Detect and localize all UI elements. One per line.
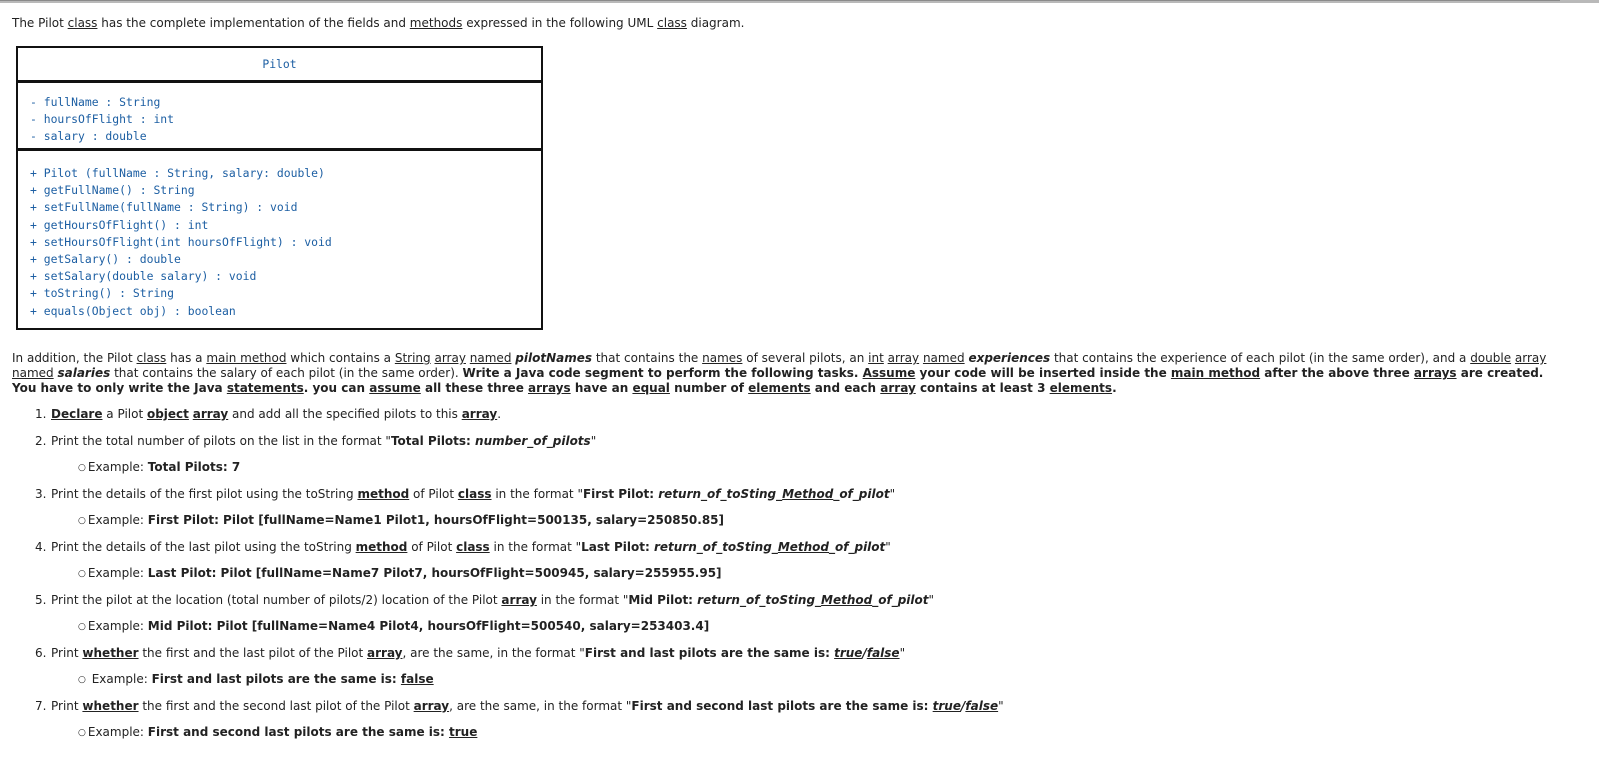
uml-class-name: Pilot	[18, 48, 541, 83]
task-item-6: 6. Print whether the first and the last pilot of the Pilot array, are the same, in the format "First and last pilots are the same is: true/false"	[35, 646, 906, 660]
uml-diagram	[16, 46, 543, 330]
task-item-5: 5. Print the pilot at the location (total number of pilots/2) location of the Pilot array in the format "Mid Pilot: return_of_toSting_Method_of_pilot"	[35, 593, 935, 607]
uml-methods	[18, 151, 541, 320]
uml-method: + setFullName(fullName : String) : void	[30, 200, 298, 215]
top-border-line	[0, 0, 1560, 1]
uml-field: - salary : double	[30, 129, 147, 144]
example-6: ○ Example: First and last pilots are the same is: false	[78, 672, 434, 686]
uml-method: + getSalary() : double	[30, 252, 181, 267]
task-item-7: 7. Print whether the first and the second last pilot of the Pilot array, are the same, in the format "First and second last pilots are the same is: true/false"	[35, 699, 1004, 713]
uml-field: - hoursOfFlight : int	[30, 112, 175, 127]
description-paragraph: In addition, the Pilot class has a main method which contains a String array named pilotNames that contains the names of several pilots, an int array named experiences that contains the experience of each pilot (in the same order), and a double array named salaries that contains the salary of each pilot (in the same order). Write a Java code segment to perform the following tasks. Assume your code will be inserted inside the main method after the above three arrays are created. You have to only write the Java statements. you can assume all these three arrays have an equal number of elements and each array contains at least 3 elements.	[12, 351, 1547, 395]
uml-method: + setHoursOfFlight(int hoursOfFlight) : void	[30, 234, 332, 249]
uml-fields	[18, 83, 541, 151]
uml-method: + getHoursOfFlight() : int	[30, 217, 209, 232]
intro-text: The Pilot class has the complete implementation of the fields and methods expressed in the following UML class diagram.	[12, 16, 745, 30]
uml-method: + Pilot (fullName : String, salary: double)	[30, 166, 325, 180]
uml-method: + equals(Object obj) : boolean	[30, 303, 236, 318]
example-3: ○ Example: First Pilot: Pilot [fullName=Name1 Pilot1, hoursOfFlight=500135, salary=250850.85]	[78, 513, 725, 527]
uml-method: + toString() : String	[30, 286, 175, 301]
task-item-4: 4. Print the details of the last pilot using the toString method of Pilot class in the format "Last Pilot: return_of_toSting_Method_of_pilot"	[35, 540, 891, 554]
task-item-1: 1. Declare a Pilot object array and add all the specified pilots to this array.	[35, 407, 502, 421]
example-7: ○ Example: First and second last pilots are the same is: true	[78, 725, 478, 739]
uml-method: + setSalary(double salary) : void	[30, 269, 257, 284]
uml-field: - fullName : String	[30, 95, 161, 109]
task-item-2: 2. Print the total number of pilots on the list in the format "Total Pilots: number_of_pilots"	[35, 434, 597, 448]
example-2: ○ Example: Total Pilots: 7	[78, 460, 241, 474]
example-5: ○ Example: Mid Pilot: Pilot [fullName=Name4 Pilot4, hoursOfFlight=500540, salary=253403.4]	[78, 619, 710, 633]
example-4: ○ Example: Last Pilot: Pilot [fullName=Name7 Pilot7, hoursOfFlight=500945, salary=255955.95]	[78, 566, 722, 580]
task-item-3: 3. Print the details of the first pilot using the toString method of Pilot class in the format "First Pilot: return_of_toSting_Method_of_pilot"	[35, 487, 896, 501]
uml-method: + getFullName() : String	[30, 183, 195, 198]
